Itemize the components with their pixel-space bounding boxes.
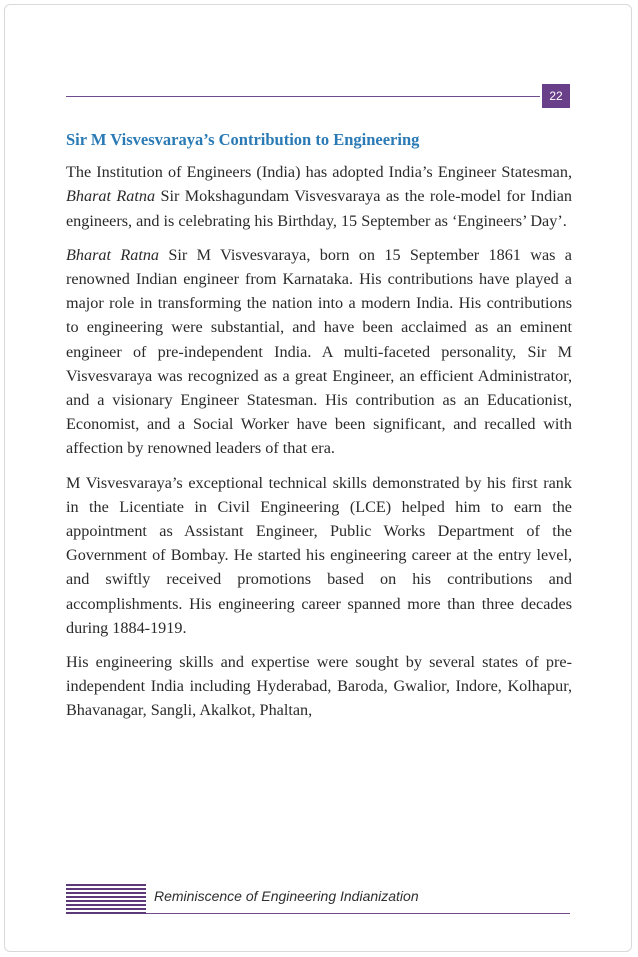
paragraph-4: His engineering skills and expertise were sought by several states of pre-independent India including Hyderabad, Baroda, Gwalior, Indore, Kolhapur, Bhavanagar, Sangli, Akalkot, Phaltan, [66, 653, 572, 720]
paragraph-1-text-b: Sir Mokshagundam Visvesvaraya as the role-model for Indian engineers, and is celebrating his Birthday, 15 September as ‘Engineers’ Day’. [66, 187, 572, 230]
section-heading: Sir M Visvesvaraya’s Contribution to Engineering [66, 130, 420, 149]
page-number: 22 [542, 84, 570, 108]
footer-rule [146, 913, 570, 914]
paragraph-2 [66, 243, 572, 461]
paragraph-3: M Visvesvaraya’s exceptional technical skills demonstrated by his first rank in the Licentiate in Civil Engineering (LCE) helped him to earn the appointment as Assistant Engineer, Public Works Department of the Government of Bombay. He started his engineering career at the entry level, and swiftly received promotions based on his contributions and accomplishments. His engineering career spanned more than three decades during 1884-1919. [66, 473, 572, 637]
paragraph-2-italic: Bharat Ratna [66, 245, 160, 264]
article-body [66, 128, 572, 722]
header-rule [66, 96, 540, 97]
paragraph-1-text-a: The Institution of Engineers (India) has adopted India’s Engineer Statesman, [66, 163, 572, 182]
footer-stripe-block [66, 884, 146, 914]
footer-title: Reminiscence of Engineering Indianization [154, 888, 419, 904]
paragraph-1 [66, 160, 572, 233]
paragraph-1-italic: Bharat Ratna [66, 187, 156, 206]
paragraph-2-text: Sir M Visvesvaraya, born on 15 September 1861 was a renowned Indian engineer from Karnataka. His contributions have played a major role in transforming the nation into a modern India. His contributions to engineering were substantial, and have been acclaimed as an eminent engineer of pre-independent India. A multi-faceted personality, Sir M Visvesvaraya was recognized as a great Engineer, an efficient Administrator, and a visionary Engineer Statesman. His contribution as an Educationist, Economist, and a Social Worker have been significant, and recalled with affection by renowned leaders of that era. [66, 245, 572, 458]
